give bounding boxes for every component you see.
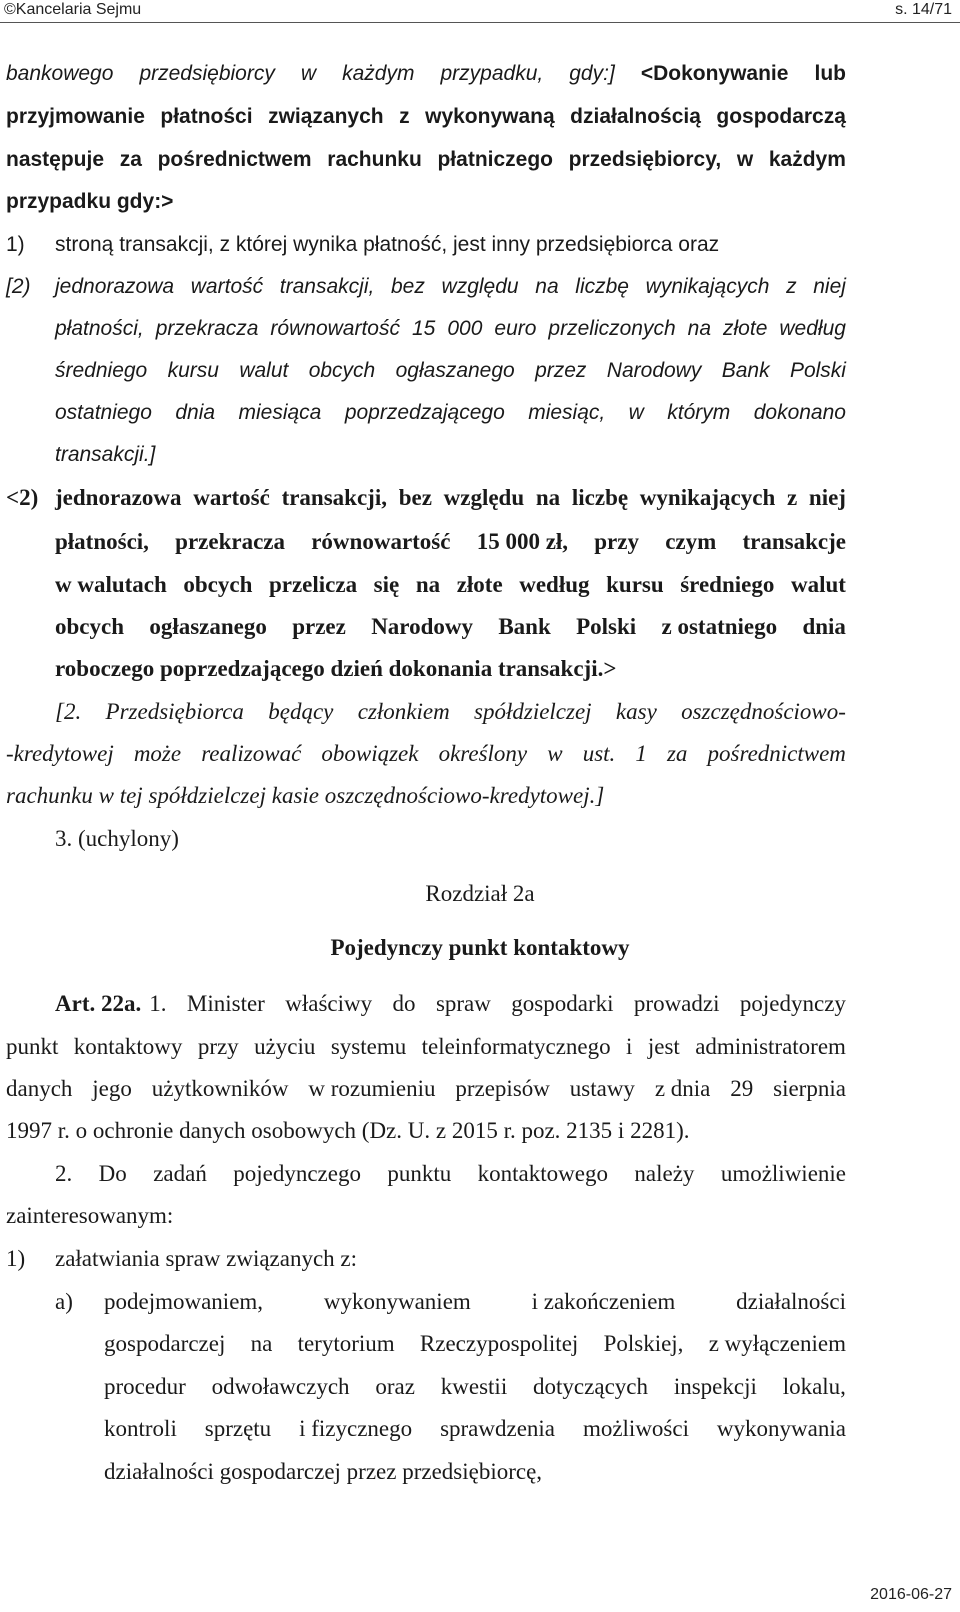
page-number: s. 14/71 bbox=[895, 1, 952, 18]
list-item-text: gospodarczej na terytorium Rzeczypospolitej Polskiej, z wyłączeniem bbox=[104, 1331, 846, 1356]
article-line: zainteresowanym: bbox=[6, 1203, 174, 1228]
chapter-heading: Rozdział 2a bbox=[425, 881, 535, 906]
para-line: -kredytowej może realizować obowiązek określony w ust. 1 za pośrednictwem bbox=[6, 741, 846, 766]
list-item-text: stroną transakcji, z której wynika płatność, jest inny przedsiębiorca oraz bbox=[55, 233, 720, 256]
para-line: bankowego przedsiębiorcy w każdym przypadku, gdy:] <Dokonywanie lub bbox=[6, 62, 846, 85]
para-line: następuje za pośrednictwem rachunku płatniczego przedsiębiorcy, w każdym bbox=[6, 148, 846, 171]
article-line: danych jego użytkowników w rozumieniu przepisów ustawy z dnia 29 sierpnia bbox=[6, 1076, 846, 1101]
list-item-text: jednorazowa wartość transakcji, bez względu na liczbę wynikających z niej bbox=[55, 275, 846, 298]
para-line: [2. Przedsiębiorca będący członkiem spółdzielczej kasy oszczędnościowo- bbox=[55, 699, 846, 724]
list-number: 1) bbox=[6, 1246, 26, 1271]
list-item-text: transakcji.] bbox=[55, 443, 156, 466]
list-item-text: działalności gospodarczej przez przedsiębiorcę, bbox=[104, 1459, 543, 1484]
page-header bbox=[0, 0, 960, 23]
list-item-text: płatności, przekracza równowartość 15 000 zł, przy czym transakcje bbox=[55, 529, 846, 554]
copyright-label: ©Kancelaria Sejmu bbox=[4, 1, 142, 18]
article-line: punkt kontaktowy przy użyciu systemu teleinformatycznego i jest administratorem bbox=[6, 1034, 846, 1059]
chapter-title: Pojedynczy punkt kontaktowy bbox=[330, 935, 630, 960]
para-line: przyjmowanie płatności związanych z wykonywaną działalnością gospodarczą bbox=[6, 105, 846, 128]
list-item-text: kontroli sprzętu i fizycznego sprawdzenia możliwości wykonywania bbox=[104, 1416, 846, 1441]
list-number: <2) bbox=[6, 485, 39, 510]
list-item-text: procedur odwoławczych oraz kwestii dotyczących inspekcji lokalu, bbox=[104, 1374, 846, 1399]
para-line: rachunku w tej spółdzielczej kasie oszczędnościowo-kredytowej.] bbox=[6, 783, 605, 808]
list-item-text: obcych ogłaszanego przez Narodowy Bank Polski z ostatniego dnia bbox=[55, 614, 846, 639]
para-line: przypadku gdy:> bbox=[6, 190, 174, 213]
list-number: 1) bbox=[6, 233, 25, 256]
list-item-text: płatności, przekracza równowartość 15 000 euro przeliczonych na złote według bbox=[55, 317, 846, 340]
article-label: Art. 22a. bbox=[55, 991, 142, 1016]
article-line: 2. Do zadań pojedynczego punktu kontaktowego należy umożliwienie bbox=[55, 1161, 846, 1186]
list-letter: a) bbox=[55, 1289, 73, 1314]
list-item-text: ostatniego dnia miesiąca poprzedzającego miesiąc, w którym dokonano bbox=[55, 401, 846, 424]
list-item-text: w walutach obcych przelicza się na złote według kursu średniego walut bbox=[55, 572, 846, 597]
list-number: [2) bbox=[6, 275, 31, 298]
article-line: 1997 r. o ochronie danych osobowych (Dz. U. z 2015 r. poz. 2135 i 2281). bbox=[6, 1118, 690, 1143]
article-line: Art. 22a. 1. Minister właściwy do spraw gospodarki prowadzi pojedynczy bbox=[55, 991, 846, 1016]
footer-date: 2016-06-27 bbox=[870, 1586, 952, 1603]
list-item-text: załatwiania spraw związanych z: bbox=[55, 1246, 358, 1271]
list-item-text: średniego kursu walut obcych ogłaszanego przez Narodowy Bank Polski bbox=[55, 359, 846, 382]
list-item-text: roboczego poprzedzającego dzień dokonania transakcji.> bbox=[55, 656, 617, 681]
list-item-text: podejmowaniem, wykonywaniem i zakończeniem działalności bbox=[104, 1289, 846, 1314]
para-line: 3. (uchylony) bbox=[55, 826, 179, 851]
list-item-text: jednorazowa wartość transakcji, bez względu na liczbę wynikających z niej bbox=[55, 485, 846, 510]
